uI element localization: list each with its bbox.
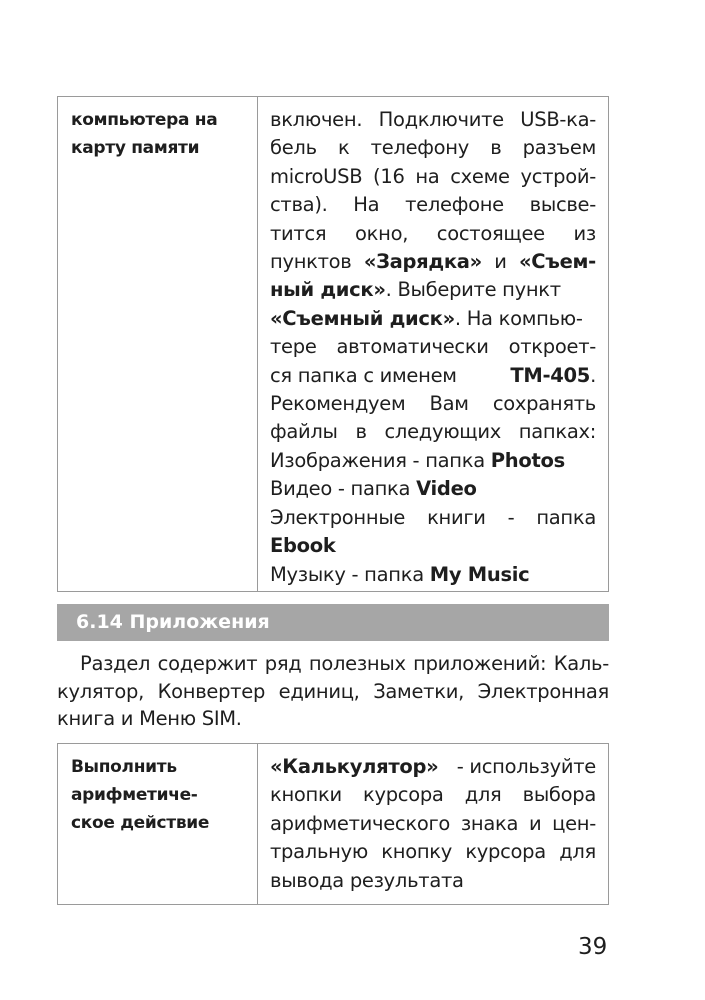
- desc-line: [270, 276, 596, 304]
- folder-name-music: My Music: [429, 562, 530, 586]
- paragraph-line: книга и Меню SIM.: [57, 707, 242, 730]
- desc-line: Рекомендуем Вам сохранять: [270, 392, 596, 416]
- app-name-calculator: «Калькулятор»: [270, 755, 439, 778]
- table-cell-action: [58, 744, 258, 904]
- table-usb-transfer: [57, 96, 609, 592]
- desc-word: и: [494, 250, 507, 274]
- paragraph-line: кулятор, Конвертер единиц, Заметки, Электронная: [57, 679, 609, 703]
- cell-line: карту памяти: [71, 138, 200, 158]
- desc-word: ся папка с именем: [270, 363, 457, 387]
- folder-name-photos: Photos: [490, 448, 565, 472]
- cell-line: ское действие: [71, 813, 210, 833]
- desc-word-bold: «Съем-: [518, 250, 596, 274]
- desc-line: кнопки курсора для выбора: [270, 783, 596, 807]
- desc-line: ства). На телефоне высве-: [270, 193, 596, 217]
- cell-line: компьютера на: [71, 110, 218, 130]
- desc-word: пунктов: [270, 250, 352, 274]
- desc-line: бель к телефону в разъем: [270, 136, 596, 160]
- desc-line: тится окно, состоящее из: [270, 221, 596, 245]
- desc-word: .: [590, 363, 596, 387]
- desc-word: - используйте: [456, 755, 596, 778]
- desc-word-bold: ный диск»: [270, 278, 386, 302]
- page-number: 39: [578, 934, 608, 960]
- desc-word: Музыку - папка: [270, 562, 424, 586]
- desc-line: Электронные книги - папка: [270, 505, 596, 529]
- desc-line: тральную кнопку курсора для: [270, 840, 596, 864]
- desc-line: [270, 475, 596, 503]
- desc-word-bold: ТМ-405: [510, 363, 591, 387]
- desc-word: . Выберите пункт: [385, 278, 561, 302]
- table-cell-description: [258, 744, 608, 904]
- desc-line: [270, 447, 596, 475]
- desc-line: [270, 362, 596, 390]
- desc-line: тере автоматически откроет-: [270, 335, 596, 359]
- desc-word: . На компью-: [454, 306, 583, 330]
- section-paragraph: [57, 650, 609, 733]
- desc-line: файлы в следующих папках:: [270, 420, 596, 444]
- section-heading: 6.14 Приложения: [57, 604, 609, 641]
- desc-line: [270, 753, 596, 781]
- desc-word: Изображения - папка: [270, 448, 485, 472]
- table-cell-action: [58, 97, 258, 591]
- desc-line: включен. Подключите USB-ка-: [270, 108, 596, 131]
- desc-word: Видео - папка: [270, 477, 411, 501]
- cell-line: арифметиче-: [71, 785, 198, 805]
- desc-word-bold: «Съемный диск»: [270, 306, 455, 330]
- table-cell-description: [258, 97, 608, 591]
- folder-name-video: Video: [416, 477, 477, 501]
- desc-line: [270, 561, 596, 589]
- paragraph-line: Раздел содержит ряд полезных приложений: Каль-: [80, 652, 609, 675]
- cell-line: Выполнить: [71, 757, 177, 777]
- desc-line: [270, 305, 596, 333]
- desc-line: [270, 248, 596, 276]
- table-calculator: [57, 743, 609, 905]
- folder-name-ebook: Ebook: [270, 534, 336, 558]
- desc-line: microUSB (16 на схеме устрой-: [270, 164, 596, 188]
- desc-line: арифметического знака и цен-: [270, 811, 596, 835]
- desc-word-bold: «Зарядка»: [363, 250, 482, 274]
- desc-line: вывода результата: [270, 868, 464, 892]
